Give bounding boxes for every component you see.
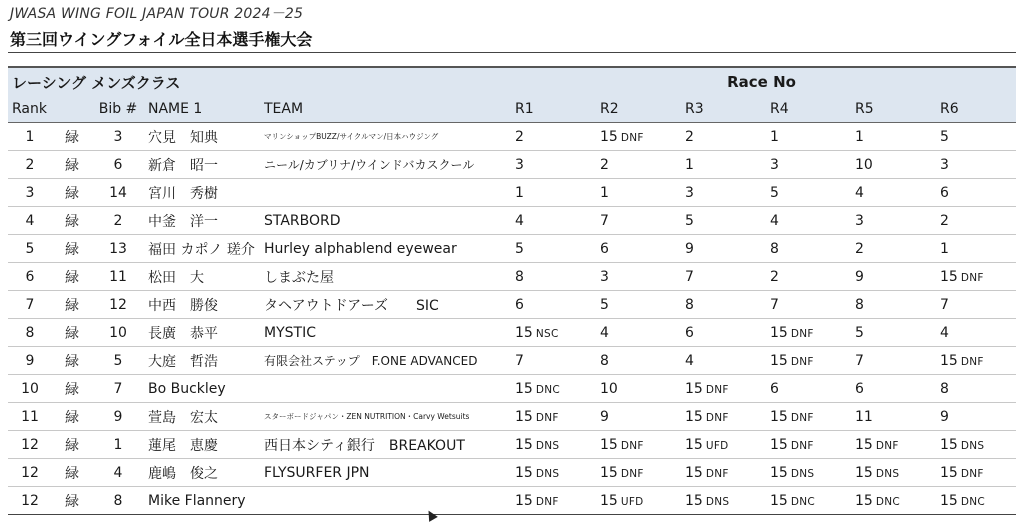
race-result-cell bbox=[592, 375, 677, 403]
race-result-cell bbox=[677, 263, 762, 291]
race-points: 15 bbox=[940, 268, 958, 285]
race-result-cell bbox=[592, 487, 677, 515]
race-points: 1 bbox=[600, 184, 609, 201]
bib-cell: 1 bbox=[92, 431, 144, 459]
race-points: 7 bbox=[770, 296, 779, 313]
color-cell: 緑 bbox=[52, 263, 92, 291]
table-row bbox=[8, 319, 1016, 347]
race-points: 15 bbox=[685, 492, 703, 509]
rank-cell: 5 bbox=[8, 235, 52, 263]
race-penalty-code: DNF bbox=[705, 467, 729, 480]
bib-cell: 3 bbox=[92, 123, 144, 151]
bib-cell: 12 bbox=[92, 291, 144, 319]
rank-cell: 8 bbox=[8, 319, 52, 347]
color-cell: 緑 bbox=[52, 235, 92, 263]
race-points: 11 bbox=[855, 408, 873, 425]
race-points: 5 bbox=[685, 212, 694, 229]
race-header-1: R1 bbox=[507, 96, 592, 123]
race-penalty-code: UFD bbox=[705, 439, 729, 452]
race-result-cell bbox=[507, 235, 592, 263]
race-points: 6 bbox=[940, 184, 949, 201]
color-cell: 緑 bbox=[52, 403, 92, 431]
race-penalty-code: DNF bbox=[535, 411, 559, 424]
race-points: 15 bbox=[770, 492, 788, 509]
table-row bbox=[8, 403, 1016, 431]
race-result-cell bbox=[507, 291, 592, 319]
race-result-cell bbox=[592, 263, 677, 291]
rank-cell: 2 bbox=[8, 151, 52, 179]
color-cell: 緑 bbox=[52, 459, 92, 487]
race-points: 1 bbox=[515, 184, 524, 201]
race-result-cell bbox=[507, 375, 592, 403]
race-points: 3 bbox=[600, 268, 609, 285]
race-result-cell bbox=[932, 291, 1016, 319]
team-cell: ニール/カブリナ/ウインドバカスクール bbox=[264, 151, 507, 179]
race-header-3: R3 bbox=[677, 96, 762, 123]
race-result-cell bbox=[762, 179, 847, 207]
race-header-5: R5 bbox=[847, 96, 932, 123]
race-result-cell bbox=[507, 151, 592, 179]
race-points: 2 bbox=[515, 128, 524, 145]
race-points: 15 bbox=[940, 464, 958, 481]
race-result-cell bbox=[847, 403, 932, 431]
race-result-cell bbox=[677, 319, 762, 347]
bib-cell: 4 bbox=[92, 459, 144, 487]
race-points: 5 bbox=[770, 184, 779, 201]
race-points: 15 bbox=[600, 492, 618, 509]
race-result-cell bbox=[677, 123, 762, 151]
race-points: 4 bbox=[685, 352, 694, 369]
race-points: 8 bbox=[770, 240, 779, 257]
race-points: 15 bbox=[855, 464, 873, 481]
race-points: 3 bbox=[515, 156, 524, 173]
race-points: 15 bbox=[515, 492, 533, 509]
race-penalty-code: DNF bbox=[620, 131, 644, 144]
color-cell: 緑 bbox=[52, 179, 92, 207]
team-cell: 有限会社ステップ F.ONE ADVANCED bbox=[264, 347, 507, 375]
race-result-cell bbox=[677, 487, 762, 515]
race-points: 10 bbox=[855, 156, 873, 173]
race-points: 1 bbox=[770, 128, 779, 145]
race-penalty-code: DNF bbox=[875, 439, 899, 452]
race-result-cell bbox=[677, 403, 762, 431]
color-cell: 緑 bbox=[52, 319, 92, 347]
race-points: 4 bbox=[770, 212, 779, 229]
race-result-cell bbox=[592, 403, 677, 431]
race-result-cell bbox=[592, 431, 677, 459]
race-result-cell bbox=[592, 179, 677, 207]
tour-title: JWASA WING FOIL JAPAN TOUR 2024－25 bbox=[10, 6, 304, 22]
bib-cell: 10 bbox=[92, 319, 144, 347]
race-points: 1 bbox=[685, 156, 694, 173]
race-result-cell bbox=[762, 347, 847, 375]
table-row bbox=[8, 347, 1016, 375]
race-points: 15 bbox=[515, 324, 533, 341]
race-header-6: R6 bbox=[932, 96, 1016, 123]
race-points: 15 bbox=[940, 492, 958, 509]
rank-cell: 4 bbox=[8, 207, 52, 235]
rank-cell: 9 bbox=[8, 347, 52, 375]
color-cell: 緑 bbox=[52, 207, 92, 235]
race-result-cell bbox=[507, 319, 592, 347]
race-result-cell bbox=[677, 207, 762, 235]
race-points: 1 bbox=[940, 240, 949, 257]
race-result-cell bbox=[932, 235, 1016, 263]
race-points: 8 bbox=[940, 380, 949, 397]
race-result-cell bbox=[592, 207, 677, 235]
name-header: NAME 1 bbox=[144, 96, 264, 123]
race-result-cell bbox=[762, 403, 847, 431]
class-label: レーシング メンズクラス bbox=[8, 67, 507, 96]
race-points: 8 bbox=[685, 296, 694, 313]
race-result-cell bbox=[847, 123, 932, 151]
race-penalty-code: DNF bbox=[705, 383, 729, 396]
race-points: 15 bbox=[855, 492, 873, 509]
name-cell: 穴見 知典 bbox=[144, 123, 264, 151]
name-cell: Bo Buckley bbox=[144, 375, 264, 403]
race-result-cell bbox=[932, 319, 1016, 347]
table-row bbox=[8, 431, 1016, 459]
table-row bbox=[8, 459, 1016, 487]
race-points: 5 bbox=[600, 296, 609, 313]
bib-header: Bib # bbox=[92, 96, 144, 123]
race-result-cell bbox=[507, 487, 592, 515]
team-cell bbox=[264, 179, 507, 207]
race-result-cell bbox=[677, 179, 762, 207]
race-result-cell bbox=[592, 291, 677, 319]
race-penalty-code: DNS bbox=[875, 467, 900, 480]
race-penalty-code: DNF bbox=[535, 495, 559, 508]
rank-cell: 1 bbox=[8, 123, 52, 151]
race-penalty-code: DNF bbox=[790, 439, 814, 452]
name-cell: 萱島 宏太 bbox=[144, 403, 264, 431]
race-result-cell bbox=[847, 459, 932, 487]
race-points: 6 bbox=[855, 380, 864, 397]
race-points: 6 bbox=[600, 240, 609, 257]
race-points: 3 bbox=[855, 212, 864, 229]
race-result-cell bbox=[762, 123, 847, 151]
race-penalty-code: DNS bbox=[790, 467, 815, 480]
race-points: 7 bbox=[685, 268, 694, 285]
color-cell: 緑 bbox=[52, 347, 92, 375]
race-points: 15 bbox=[770, 352, 788, 369]
race-result-cell bbox=[592, 319, 677, 347]
race-result-cell bbox=[677, 347, 762, 375]
race-penalty-code: DNC bbox=[790, 495, 816, 508]
name-cell: 蓮尾 恵慶 bbox=[144, 431, 264, 459]
table-row bbox=[8, 291, 1016, 319]
race-points: 9 bbox=[855, 268, 864, 285]
race-result-cell bbox=[847, 207, 932, 235]
team-cell bbox=[264, 375, 507, 403]
race-points: 2 bbox=[770, 268, 779, 285]
results-table bbox=[8, 66, 1016, 515]
race-result-cell bbox=[847, 179, 932, 207]
bib-cell: 5 bbox=[92, 347, 144, 375]
rank-cell: 3 bbox=[8, 179, 52, 207]
race-points: 15 bbox=[600, 128, 618, 145]
race-result-cell bbox=[762, 459, 847, 487]
race-result-cell bbox=[677, 431, 762, 459]
race-result-cell bbox=[847, 151, 932, 179]
race-points: 15 bbox=[515, 436, 533, 453]
bib-cell: 2 bbox=[92, 207, 144, 235]
race-points: 15 bbox=[685, 380, 703, 397]
race-result-cell bbox=[592, 347, 677, 375]
race-no-header: Race No bbox=[507, 67, 1016, 96]
race-points: 7 bbox=[940, 296, 949, 313]
name-cell: 鹿嶋 俊之 bbox=[144, 459, 264, 487]
bib-cell: 7 bbox=[92, 375, 144, 403]
race-result-cell bbox=[932, 123, 1016, 151]
race-result-cell bbox=[932, 403, 1016, 431]
race-result-cell bbox=[932, 151, 1016, 179]
race-points: 1 bbox=[855, 128, 864, 145]
race-points: 15 bbox=[685, 408, 703, 425]
color-cell: 緑 bbox=[52, 291, 92, 319]
rank-cell: 6 bbox=[8, 263, 52, 291]
race-result-cell bbox=[677, 151, 762, 179]
race-points: 15 bbox=[940, 436, 958, 453]
team-cell: STARBORD bbox=[264, 207, 507, 235]
name-cell: 大庭 哲浩 bbox=[144, 347, 264, 375]
name-cell: 中釜 洋一 bbox=[144, 207, 264, 235]
race-points: 4 bbox=[600, 324, 609, 341]
race-result-cell bbox=[932, 431, 1016, 459]
race-penalty-code: DNS bbox=[535, 467, 560, 480]
race-result-cell bbox=[847, 319, 932, 347]
race-result-cell bbox=[507, 403, 592, 431]
color-cell: 緑 bbox=[52, 375, 92, 403]
race-penalty-code: DNF bbox=[960, 271, 984, 284]
event-title: 第三回ウイングフォイル全日本選手権大会 bbox=[10, 30, 313, 49]
race-result-cell bbox=[762, 263, 847, 291]
bib-cell: 8 bbox=[92, 487, 144, 515]
race-penalty-code: DNC bbox=[875, 495, 901, 508]
race-result-cell bbox=[847, 235, 932, 263]
race-penalty-code: DNC bbox=[960, 495, 986, 508]
race-points: 6 bbox=[685, 324, 694, 341]
race-points: 15 bbox=[515, 464, 533, 481]
race-penalty-code: DNS bbox=[960, 439, 985, 452]
race-points: 15 bbox=[940, 352, 958, 369]
table-row bbox=[8, 123, 1016, 151]
race-points: 3 bbox=[940, 156, 949, 173]
name-cell: 福田 カポノ 瑳介 bbox=[144, 235, 264, 263]
team-cell: しまぶた屋 bbox=[264, 263, 507, 291]
team-cell: Hurley alphablend eyewear bbox=[264, 235, 507, 263]
race-points: 5 bbox=[940, 128, 949, 145]
race-penalty-code: DNS bbox=[705, 495, 730, 508]
race-result-cell bbox=[932, 263, 1016, 291]
race-result-cell bbox=[507, 459, 592, 487]
table-row bbox=[8, 263, 1016, 291]
race-result-cell bbox=[932, 347, 1016, 375]
race-points: 2 bbox=[600, 156, 609, 173]
race-points: 6 bbox=[515, 296, 524, 313]
race-result-cell bbox=[762, 487, 847, 515]
race-result-cell bbox=[507, 179, 592, 207]
race-points: 2 bbox=[685, 128, 694, 145]
race-result-cell bbox=[677, 375, 762, 403]
race-penalty-code: DNF bbox=[705, 411, 729, 424]
race-points: 15 bbox=[770, 436, 788, 453]
race-penalty-code: DNS bbox=[535, 439, 560, 452]
color-cell: 緑 bbox=[52, 123, 92, 151]
race-penalty-code: UFD bbox=[620, 495, 644, 508]
title-divider bbox=[8, 52, 1016, 53]
color-cell: 緑 bbox=[52, 431, 92, 459]
team-cell: FLYSURFER JPN bbox=[264, 459, 507, 487]
race-result-cell bbox=[592, 235, 677, 263]
team-cell: タヘアウトドアーズ SIC bbox=[264, 291, 507, 319]
team-header: TEAM bbox=[264, 96, 507, 123]
team-cell: 西日本シティ銀行 BREAKOUT bbox=[264, 431, 507, 459]
race-points: 4 bbox=[940, 324, 949, 341]
race-points: 15 bbox=[515, 408, 533, 425]
race-points: 4 bbox=[855, 184, 864, 201]
race-result-cell bbox=[507, 263, 592, 291]
race-points: 15 bbox=[600, 464, 618, 481]
color-cell: 緑 bbox=[52, 487, 92, 515]
race-penalty-code: NSC bbox=[535, 327, 559, 340]
race-points: 10 bbox=[600, 380, 618, 397]
race-points: 8 bbox=[600, 352, 609, 369]
race-result-cell bbox=[932, 179, 1016, 207]
bib-cell: 6 bbox=[92, 151, 144, 179]
results-body bbox=[8, 123, 1016, 515]
race-points: 15 bbox=[770, 408, 788, 425]
team-cell: マリンショップBUZZ/サイクルマン/日本ハウジング bbox=[264, 123, 507, 151]
race-points: 15 bbox=[515, 380, 533, 397]
race-penalty-code: DNF bbox=[960, 355, 984, 368]
name-cell: 松田 大 bbox=[144, 263, 264, 291]
race-result-cell bbox=[847, 347, 932, 375]
bib-cell: 13 bbox=[92, 235, 144, 263]
rank-cell: 7 bbox=[8, 291, 52, 319]
race-points: 5 bbox=[855, 324, 864, 341]
color-cell: 緑 bbox=[52, 151, 92, 179]
rank-cell: 11 bbox=[8, 403, 52, 431]
race-points: 7 bbox=[600, 212, 609, 229]
race-points: 7 bbox=[855, 352, 864, 369]
race-result-cell bbox=[932, 487, 1016, 515]
race-result-cell bbox=[592, 459, 677, 487]
name-cell: 長廣 恭平 bbox=[144, 319, 264, 347]
race-points: 15 bbox=[770, 464, 788, 481]
race-result-cell bbox=[762, 291, 847, 319]
race-points: 15 bbox=[685, 464, 703, 481]
race-points: 7 bbox=[515, 352, 524, 369]
race-points: 2 bbox=[855, 240, 864, 257]
race-result-cell bbox=[592, 123, 677, 151]
race-points: 15 bbox=[685, 436, 703, 453]
race-result-cell bbox=[847, 487, 932, 515]
race-points: 3 bbox=[685, 184, 694, 201]
race-penalty-code: DNC bbox=[535, 383, 561, 396]
race-result-cell bbox=[932, 375, 1016, 403]
race-penalty-code: DNF bbox=[960, 467, 984, 480]
race-result-cell bbox=[847, 291, 932, 319]
rank-cell: 10 bbox=[8, 375, 52, 403]
race-points: 15 bbox=[770, 324, 788, 341]
race-points: 2 bbox=[940, 212, 949, 229]
rank-header: Rank bbox=[8, 96, 92, 123]
race-penalty-code: DNF bbox=[790, 411, 814, 424]
race-result-cell bbox=[507, 431, 592, 459]
race-result-cell bbox=[762, 207, 847, 235]
name-cell: Mike Flannery bbox=[144, 487, 264, 515]
race-result-cell bbox=[762, 319, 847, 347]
race-points: 9 bbox=[940, 408, 949, 425]
race-points: 9 bbox=[685, 240, 694, 257]
race-points: 9 bbox=[600, 408, 609, 425]
rank-cell: 12 bbox=[8, 431, 52, 459]
team-cell bbox=[264, 487, 507, 515]
race-penalty-code: DNF bbox=[620, 439, 644, 452]
table-row bbox=[8, 151, 1016, 179]
bib-cell: 14 bbox=[92, 179, 144, 207]
bib-cell: 9 bbox=[92, 403, 144, 431]
race-result-cell bbox=[677, 291, 762, 319]
race-points: 15 bbox=[600, 436, 618, 453]
team-cell: スターボードジャパン・ZEN NUTRITION・Carvy Wetsuits bbox=[264, 403, 507, 431]
race-result-cell bbox=[762, 235, 847, 263]
race-result-cell bbox=[762, 375, 847, 403]
name-cell: 新倉 昭一 bbox=[144, 151, 264, 179]
name-cell: 中西 勝俊 bbox=[144, 291, 264, 319]
race-result-cell bbox=[932, 207, 1016, 235]
race-penalty-code: DNF bbox=[790, 327, 814, 340]
race-result-cell bbox=[762, 151, 847, 179]
race-penalty-code: DNF bbox=[790, 355, 814, 368]
race-points: 5 bbox=[515, 240, 524, 257]
team-cell: MYSTIC bbox=[264, 319, 507, 347]
race-result-cell bbox=[677, 235, 762, 263]
table-row bbox=[8, 235, 1016, 263]
race-points: 15 bbox=[855, 436, 873, 453]
table-row bbox=[8, 179, 1016, 207]
rank-cell: 12 bbox=[8, 487, 52, 515]
race-penalty-code: DNF bbox=[620, 467, 644, 480]
race-result-cell bbox=[507, 123, 592, 151]
name-cell: 宮川 秀樹 bbox=[144, 179, 264, 207]
table-row bbox=[8, 207, 1016, 235]
table-row bbox=[8, 487, 1016, 515]
race-points: 8 bbox=[515, 268, 524, 285]
race-header-4: R4 bbox=[762, 96, 847, 123]
race-result-cell bbox=[847, 263, 932, 291]
race-result-cell bbox=[677, 459, 762, 487]
race-result-cell bbox=[592, 151, 677, 179]
race-result-cell bbox=[762, 431, 847, 459]
race-points: 3 bbox=[770, 156, 779, 173]
race-result-cell bbox=[847, 375, 932, 403]
rank-cell: 12 bbox=[8, 459, 52, 487]
race-result-cell bbox=[847, 431, 932, 459]
race-result-cell bbox=[507, 207, 592, 235]
race-header-2: R2 bbox=[592, 96, 677, 123]
race-points: 6 bbox=[770, 380, 779, 397]
race-result-cell bbox=[507, 347, 592, 375]
race-points: 8 bbox=[855, 296, 864, 313]
table-row bbox=[8, 375, 1016, 403]
race-result-cell bbox=[932, 459, 1016, 487]
race-points: 4 bbox=[515, 212, 524, 229]
bib-cell: 11 bbox=[92, 263, 144, 291]
